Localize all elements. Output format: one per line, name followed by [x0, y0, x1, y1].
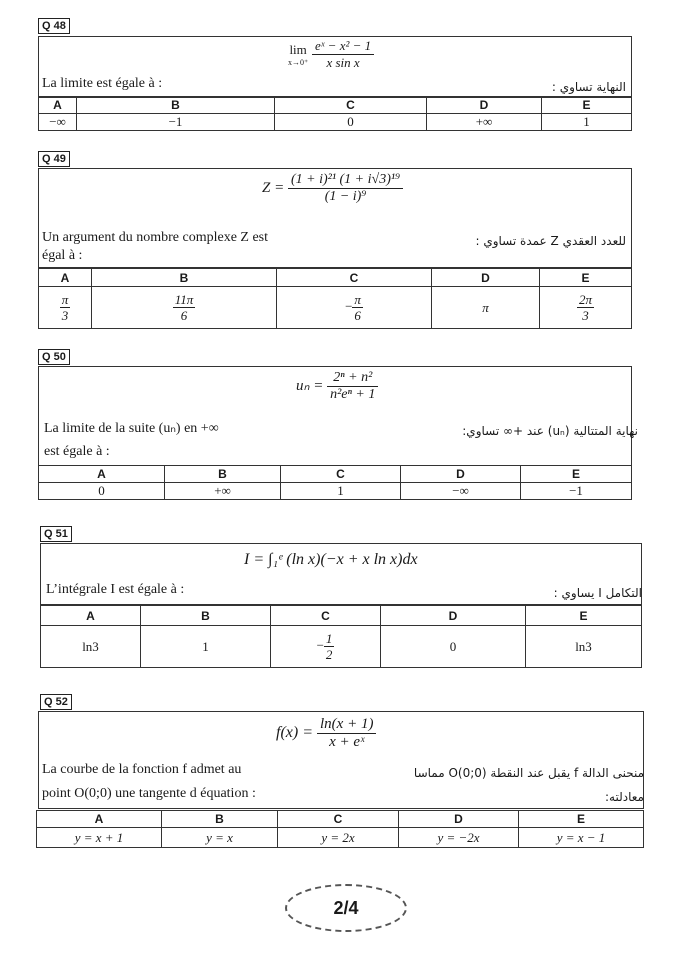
q49-answer-e[interactable]: $\frac{2\pi}{3}$ — [540, 287, 632, 329]
q48-answer-c[interactable]: 0 — [275, 114, 427, 131]
q52-header-a: A — [37, 811, 162, 828]
q48-formula — [288, 38, 374, 71]
q49-answer-c[interactable]: − $\frac{\pi}{6}$ — [277, 287, 432, 329]
question-label-48: Q 48 — [38, 18, 70, 34]
q49-answer-a[interactable]: $\frac{\pi}{3}$ — [39, 287, 92, 329]
q52-formula — [276, 716, 376, 751]
q49-header-b: B — [92, 269, 277, 287]
q51-answer-c[interactable]: − $\frac{1}{2}$ — [271, 626, 381, 668]
question-label-49: Q 49 — [38, 151, 70, 167]
q52-denominator: x + eˣ — [329, 734, 365, 750]
q48-prompt-fr: La limite est égale à : — [42, 76, 163, 91]
q50-header-c: C — [281, 466, 401, 483]
q52-prompt-fr-1: La courbe de la fonction f admet au — [42, 762, 242, 777]
q48-denominator: x sin x — [326, 55, 360, 70]
q52-header-c: C — [278, 811, 399, 828]
q49-header-d: D — [432, 269, 540, 287]
q48-answer-b[interactable]: −1 — [77, 114, 275, 131]
q50-answer-b[interactable]: +∞ — [165, 483, 281, 500]
question-label-52: Q 52 — [40, 694, 72, 710]
q50-denominator: n²eⁿ + 1 — [330, 387, 376, 402]
q50-lhs: uₙ = — [296, 377, 324, 394]
q51-answer-table — [40, 605, 642, 668]
q51-header-a: A — [41, 606, 141, 626]
q50-answer-e[interactable]: −1 — [521, 483, 632, 500]
q50-answer-c[interactable]: 1 — [281, 483, 401, 500]
q51-prompt-fr: L’intégrale I est égale à : — [46, 582, 185, 597]
q48-header-e: E — [542, 97, 632, 114]
question-label-51: Q 51 — [40, 526, 72, 542]
q52-header-e: E — [519, 811, 644, 828]
q50-answer-d[interactable]: −∞ — [401, 483, 521, 500]
q50-header-a: A — [39, 466, 165, 483]
q52-answer-c[interactable]: y = 2x — [278, 828, 399, 848]
q49-formula — [262, 172, 403, 205]
q48-lim: lim — [289, 42, 307, 57]
q52-prompt-fr-2: point O(0;0) une tangente d équation : — [42, 786, 256, 801]
q48-header-a: A — [39, 97, 77, 114]
q52-answer-d[interactable]: y = −2x — [399, 828, 519, 848]
q50-header-d: D — [401, 466, 521, 483]
q51-answer-d[interactable]: 0 — [381, 626, 526, 668]
q50-formula — [296, 370, 378, 403]
q48-answer-d[interactable]: +∞ — [427, 114, 542, 131]
q48-header-b: B — [77, 97, 275, 114]
q49-denominator: (1 − i)⁹ — [324, 189, 367, 204]
q49-prompt-fr-1: Un argument du nombre complexe Z est — [42, 230, 269, 245]
q50-prompt-fr-1: La limite de la suite (uₙ) en +∞ — [44, 421, 219, 436]
q50-header-e: E — [521, 466, 632, 483]
q52-header-d: D — [399, 811, 519, 828]
q51-answer-a[interactable]: ln3 — [41, 626, 141, 668]
q52-header-b: B — [162, 811, 278, 828]
q51-header-b: B — [141, 606, 271, 626]
q52-lhs: f(x) = — [276, 724, 313, 742]
q51-header-c: C — [271, 606, 381, 626]
q49-answer-d[interactable]: π — [432, 287, 540, 329]
q51-header-e: E — [526, 606, 642, 626]
q52-prompt-ar-2: معادلته: — [605, 790, 644, 804]
q48-prompt-ar: النهاية تساوي : — [551, 80, 626, 94]
q49-header-e: E — [540, 269, 632, 287]
q52-answer-b[interactable]: y = x — [162, 828, 278, 848]
q49-answer-b[interactable]: $\frac{11\pi}{6}$ — [92, 287, 277, 329]
question-label-50: Q 50 — [38, 349, 70, 365]
q52-answer-a[interactable]: y = x + 1 — [37, 828, 162, 848]
q51-header-d: D — [381, 606, 526, 626]
q50-prompt-fr-2: est égale à : — [44, 444, 110, 459]
q51-answer-e[interactable]: ln3 — [526, 626, 642, 668]
q51-prompt-ar: التكامل I يساوي : — [553, 586, 642, 600]
q52-prompt-ar-1: منحنى الدالة f يقبل عند النقطة O(0;0) مماسا — [413, 766, 644, 780]
q52-answer-table — [36, 810, 644, 848]
q49-lhs: Z = — [262, 179, 285, 196]
q51-formula: I = ∫₁ᵉ (ln x)(−x + x ln x)dx — [244, 551, 418, 568]
q49-header-c: C — [277, 269, 432, 287]
q50-answer-a[interactable]: 0 — [39, 483, 165, 500]
q48-answer-e[interactable]: 1 — [542, 114, 632, 131]
q50-answer-table — [38, 465, 632, 500]
q48-answer-table — [38, 96, 632, 131]
q48-header-d: D — [427, 97, 542, 114]
q48-numerator: eˣ − x² − 1 — [312, 38, 374, 55]
q50-numerator: 2ⁿ + n² — [327, 370, 378, 387]
page-number: 2/4 — [285, 884, 407, 932]
q51-answer-b[interactable]: 1 — [141, 626, 271, 668]
q48-answer-a[interactable]: −∞ — [39, 114, 77, 131]
q49-numerator: (1 + i)²¹ (1 + i√3)¹⁹ — [288, 172, 403, 189]
q50-header-b: B — [165, 466, 281, 483]
q52-numerator: ln(x + 1) — [317, 716, 376, 734]
q49-answer-table — [38, 268, 632, 329]
q52-answer-e[interactable]: y = x − 1 — [519, 828, 644, 848]
q49-header-a: A — [39, 269, 92, 287]
q49-prompt-fr-2: égal à : — [42, 248, 83, 263]
q50-prompt-ar: نهاية المتتالية (uₙ) عند +∞ تساوي: — [462, 424, 638, 438]
q49-prompt-ar: للعدد العقدي Z عمدة تساوي : — [475, 234, 626, 248]
q48-header-c: C — [275, 97, 427, 114]
q48-lim-sub: x→0⁺ — [288, 58, 309, 67]
